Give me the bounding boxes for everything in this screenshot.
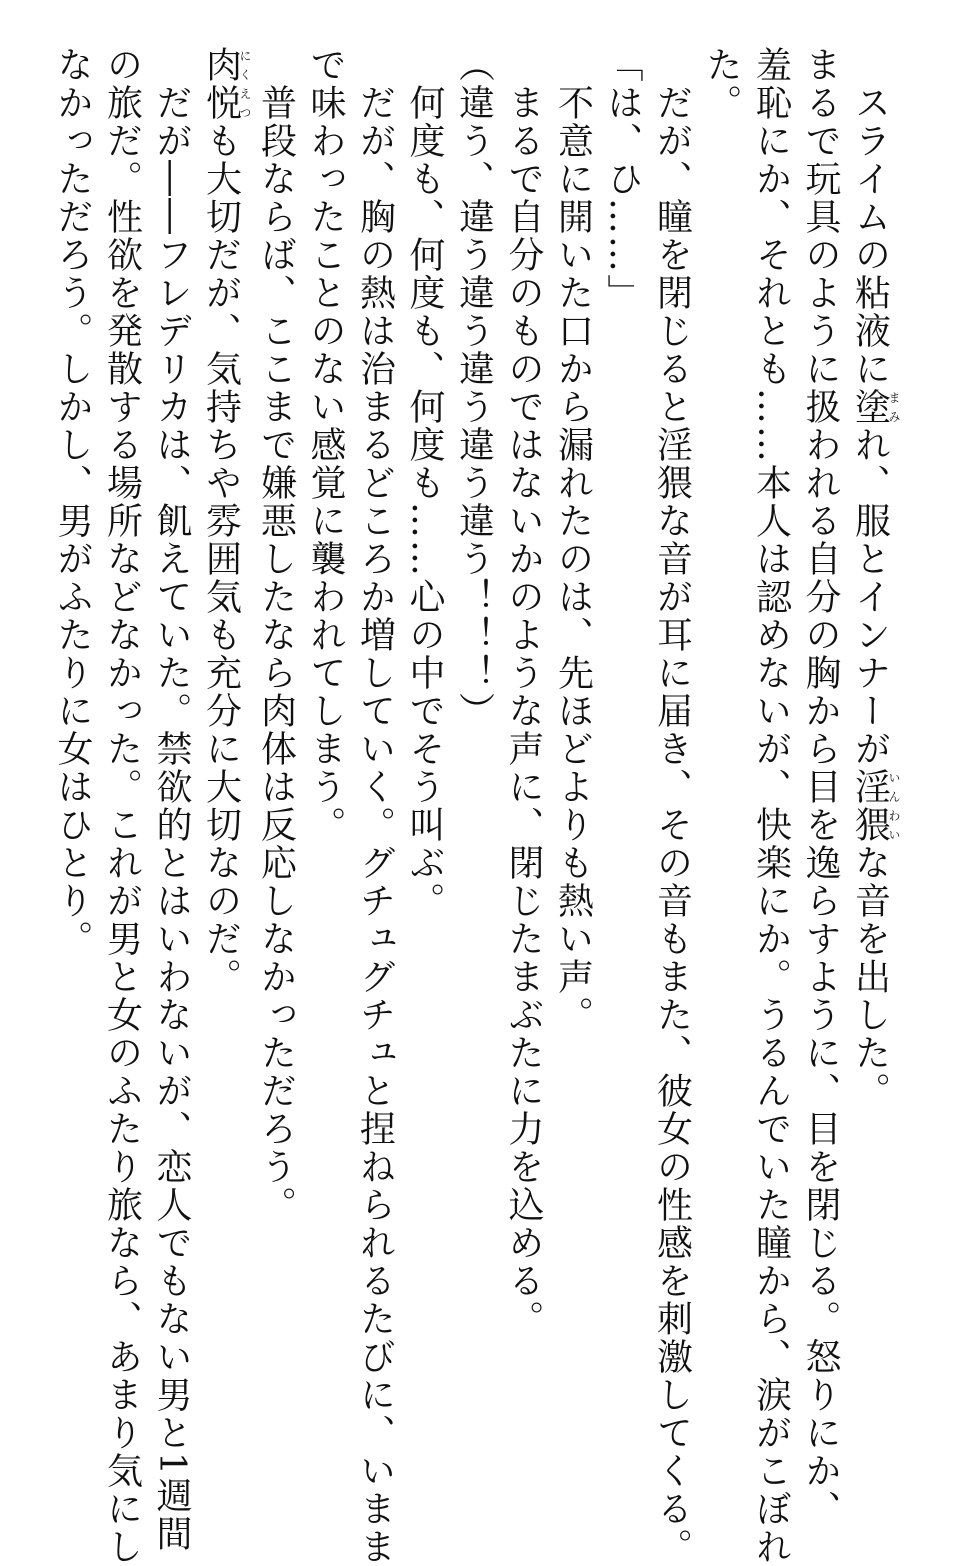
text-line-8: まるで自分のものではないかのような声に、閉じたまぶたに力を込める。 xyxy=(503,84,544,1338)
ruby-nikuetsu: 肉悦にくえつ xyxy=(200,46,252,122)
text-line-4: た。 xyxy=(701,46,742,122)
text-line-9: （違う、違う違う違う違う違う！！！） xyxy=(453,46,495,730)
text-line-2: まるで玩具のように扱われる自分の胸から目を逸らすように、目を閉じる。怒りにか、 xyxy=(800,46,841,1528)
text-line-1: スライムの粘液に塗まみれ、服とインナーが淫猥いんわいな音を出した。 xyxy=(849,84,901,1110)
text-line-6: 「は、ひ……」 xyxy=(602,46,643,312)
text-line-7: 不意に開いた口から漏れたのは、先ほどよりも熱い声。 xyxy=(552,84,594,1034)
vertical-text-body xyxy=(48,46,901,1566)
text-line-14: 肉悦にくえつも大切だが、気持ちや雰囲気も充分に大切なのだ。 xyxy=(200,46,252,996)
ruby-inwai: 淫猥いんわい xyxy=(849,768,901,844)
text-line-13: 普段ならば、ここまで嫌悪したなら肉体は反応しなかっただろう。 xyxy=(255,84,297,1224)
text-line-3: 羞恥にか、それとも……本人は認めないが、快楽にか。うるんでいた瞳から、涙がこぼれ xyxy=(750,46,792,1566)
text-line-11: だが、胸の熱は治まるどころか増していく。グチュグチュと捏ねられるたびに、いまま xyxy=(354,84,396,1566)
text-line-12: で味わったことのない感覚に襲われてしまう。 xyxy=(305,46,346,844)
text-line-16: の旅だ。性欲を発散する場所などなかった。これが男と女のふたり旅なら、あまり気にし xyxy=(101,46,143,1566)
ruby-mami: 塗まみ xyxy=(849,388,901,426)
text-line-15: だが――フレデリカは、飢えていた。禁欲的とはいわないが、恋人でもない男と1週間 xyxy=(151,84,192,1553)
text-line-17: なかっただろう。しかし、男がふたりに女はひとり。 xyxy=(52,46,93,958)
text-line-10: 何度も、何度も、何度も……心の中でそう叫ぶ。 xyxy=(404,84,445,920)
text-line-5: だが、瞳を閉じると淫猥な音が耳に届き、その音もまた、彼女の性感を刺激してくる。 xyxy=(651,84,693,1566)
